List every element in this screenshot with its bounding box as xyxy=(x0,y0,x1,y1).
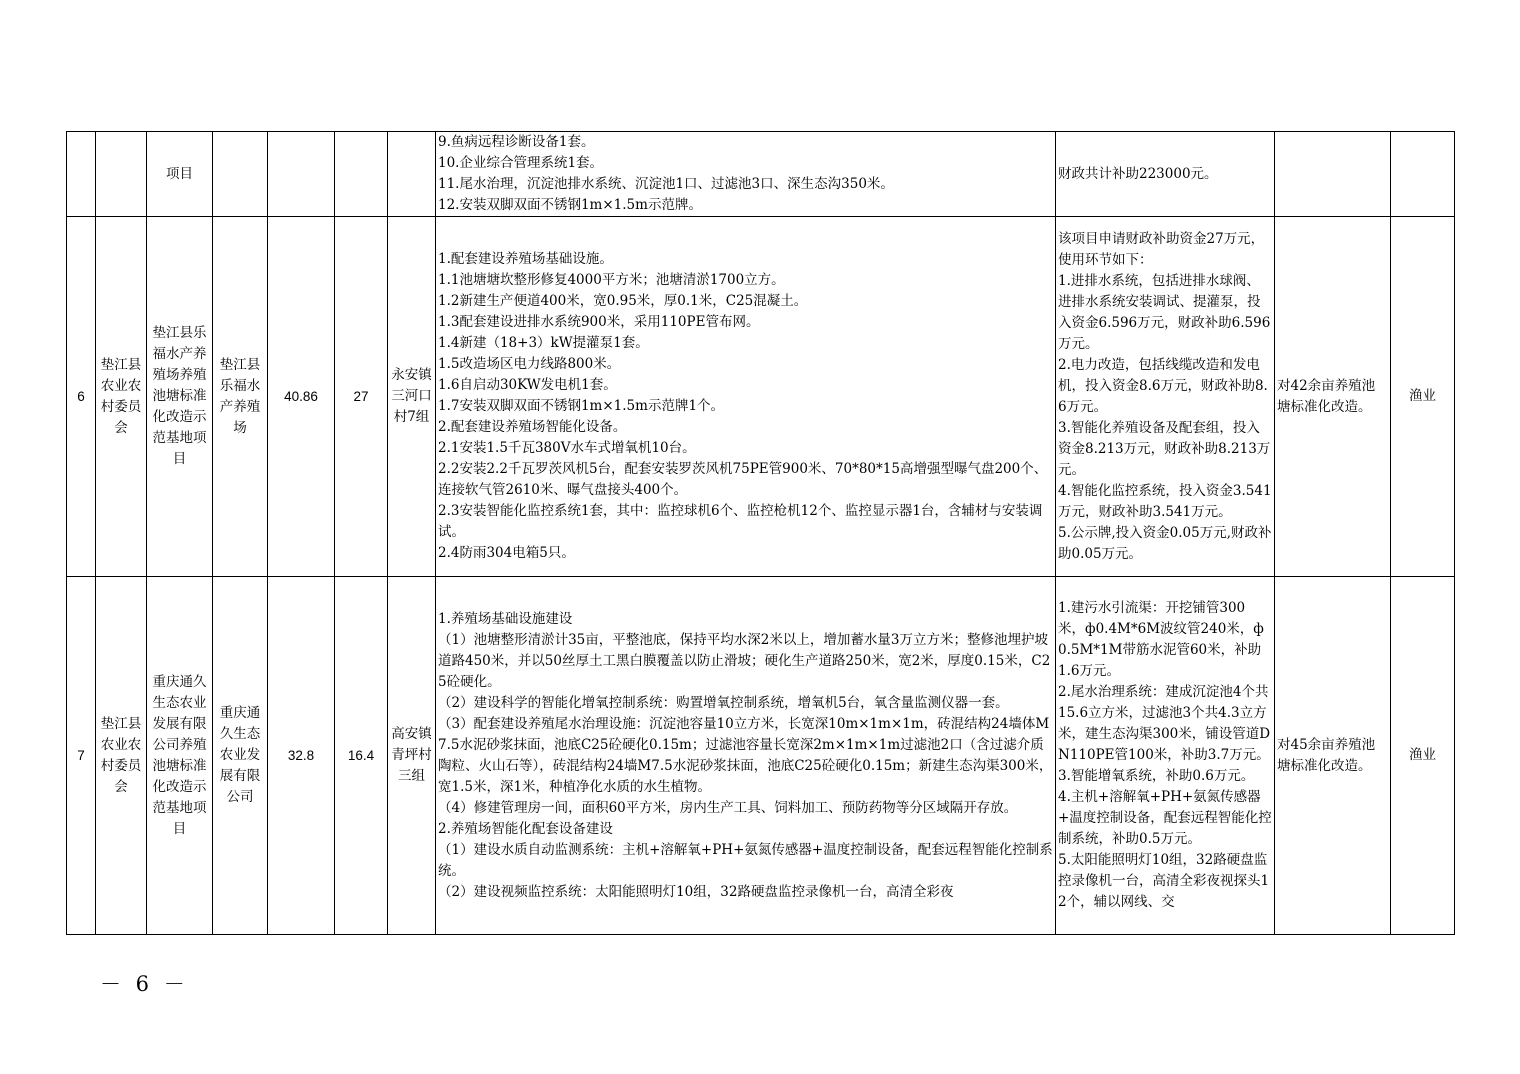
content-line: 1.3配套建设进排水系统900米，采用110PE管布网。 xyxy=(438,314,760,330)
cell-total-investment: 40.86 xyxy=(268,217,335,577)
cell-finance-use xyxy=(1056,132,1275,217)
content-line: 2.养殖场智能化配套设备建设 xyxy=(438,820,613,837)
cell-total-investment xyxy=(268,132,335,217)
content-line: 9.鱼病远程诊断设备1套。 xyxy=(438,134,595,150)
content-line: （3）配套建设养殖尾水治理设施：沉淀池容量10立方米，长宽深10m×1m×1m，砖混结构24墙体M7.5水泥砂浆抹面，池底C25砼硬化0.15m；过滤池容量长宽深2m×1m×1m过滤池2口（含过滤介质陶粒、火山石等），砖混结构24墙M7.5水泥砂浆抹面，池底C25砼硬化0.15m；新建生态沟渠300米，宽1.5米，深1米，种植净化水质的水生植物。 xyxy=(438,715,1053,795)
table-row xyxy=(67,217,1455,577)
cell-applicant: 垫江县农业农村委员会 xyxy=(96,217,147,577)
cell-finance-use xyxy=(1056,217,1275,577)
finance-line: 4.智能化监控系统，投入资金3.541万元，财政补助3.541万元。 xyxy=(1058,482,1272,520)
cell-location: 永安镇三河口村7组 xyxy=(388,217,436,577)
cell-performance-goal xyxy=(1275,132,1391,217)
cell-performance-goal: 对45余亩养殖池塘标准化改造。 xyxy=(1275,577,1391,935)
finance-line: 3.智能化养殖设备及配套组，投入资金8.213万元，财政补助8.213万元。 xyxy=(1058,419,1271,478)
content-line: 1.6自启动30KW发电机1套。 xyxy=(438,377,617,393)
finance-line: 2.尾水治理系统：建成沉淀池4个共15.6立方米，过滤池3个共4.3立方米，建生态沟渠300米，铺设管道DN110PE管100米，补助3.7万元。 xyxy=(1058,684,1271,763)
cell-applicant xyxy=(96,132,147,217)
page-number: － 6 － xyxy=(100,972,189,996)
cell-location xyxy=(388,132,436,217)
finance-line: 财政共计补助223000元。 xyxy=(1058,165,1218,182)
project-table xyxy=(66,131,1455,935)
finance-line: 4.主机+溶解氧+PH+氨氮传感器+温度控制设备，配套远程智能化控制系统，补助0.5万元。 xyxy=(1058,789,1272,847)
cell-no: 7 xyxy=(67,577,96,935)
cell-construction-content xyxy=(436,217,1056,577)
content-line: 1.1池塘塘坎整形修复4000平方米；池塘清淤1700立方。 xyxy=(438,272,785,288)
cell-industry xyxy=(1391,132,1455,217)
finance-line: 1.建污水引流渠：开挖铺管300米，ф0.4M*6M波纹管240米，ф0.5M*1M带筋水泥管60米，补助1.6万元。 xyxy=(1058,600,1264,679)
content-line: （4）修建管理房一间，面积60平方米，房内生产工具、饲料加工、预防药物等分区域隔开存放。 xyxy=(438,799,1018,816)
content-line: 11.尾水治理，沉淀池排水系统、沉淀池1口、过滤池3口、深生态沟350米。 xyxy=(438,176,894,192)
content-line: 10.企业综合管理系统1套。 xyxy=(438,155,604,171)
content-line: 1.7安装双脚双面不锈钢1m×1.5m示范牌1个。 xyxy=(438,398,725,414)
finance-line: 1.进排水系统，包括进排水球阀、进排水系统安装调试、提灌泵，投入资金6.596万元，财政补助6.596万元。 xyxy=(1058,272,1271,352)
content-line: 2.1安装1.5千瓦380V水车式增氧机10台。 xyxy=(438,440,696,456)
cell-subsidy xyxy=(335,132,388,217)
cell-industry: 渔业 xyxy=(1391,217,1455,577)
content-line: 2.4防雨304电箱5只。 xyxy=(438,545,575,561)
cell-construction-content xyxy=(436,132,1056,217)
cell-location: 高安镇青坪村三组 xyxy=(388,577,436,935)
finance-line: 5.公示牌,投入资金0.05万元,财政补助0.05万元。 xyxy=(1058,524,1272,562)
cell-implementer: 重庆通久生态农业发展有限公司 xyxy=(213,577,268,935)
cell-subsidy: 27 xyxy=(335,217,388,577)
cell-no: 6 xyxy=(67,217,96,577)
content-line: 1.5改造场区电力线路800米。 xyxy=(438,356,621,372)
cell-project-name: 垫江县乐福水产养殖场养殖池塘标准化改造示范基地项目 xyxy=(147,217,213,577)
table-row xyxy=(67,577,1455,935)
content-line: （1）建设水质自动监测系统：主机+溶解氧+PH+氨氮传感器+温度控制设备，配套远程智能化控制系统。 xyxy=(438,841,1053,879)
content-line: 2.配套建设养殖场智能化设备。 xyxy=(438,419,627,435)
finance-line: 3.智能增氧系统，补助0.6万元。 xyxy=(1058,768,1255,784)
finance-line: 该项目申请财政补助资金27万元，使用环节如下： xyxy=(1058,230,1265,268)
table-row xyxy=(67,132,1455,217)
content-line: （2）建设视频监控系统：太阳能照明灯10组，32路硬盘监控录像机一台，高清全彩夜 xyxy=(438,883,954,900)
cell-construction-content xyxy=(436,577,1056,935)
cell-applicant: 垫江县农业农村委员会 xyxy=(96,577,147,935)
content-line: 1.4新建（18+3）kW提灌泵1套。 xyxy=(438,335,649,351)
content-line: 1.配套建设养殖场基础设施。 xyxy=(438,251,613,267)
content-line: （1）池塘整形清淤计35亩，平整池底，保持平均水深2米以上，增加蓄水量3万立方米；整修池埋护坡道路450米，并以50丝厚土工黑白膜覆盖以防止滑坡；硬化生产道路250米，宽2米，厚度0.15米，C25砼硬化。 xyxy=(438,631,1051,690)
content-line: （2）建设科学的智能化增氧控制系统：购置增氧控制系统，增氧机5台，氧含量监测仪器一套。 xyxy=(438,694,1009,711)
cell-project-name: 项目 xyxy=(147,132,213,217)
content-line: 2.2安装2.2千瓦罗茨风机5台，配套安装罗茨风机75PE管900米、70*80*15高增强型曝气盘200个、连接软气管2610米、曝气盘接头400个。 xyxy=(438,461,1048,498)
finance-line: 2.电力改造，包括线缆改造和发电机，投入资金8.6万元，财政补助8.6万元。 xyxy=(1058,356,1268,415)
finance-line: 5.太阳能照明灯10组，32路硬盘监控录像机一台，高清全彩夜视探头12个，辅以网线、交 xyxy=(1058,852,1270,910)
content-line: 2.3安装智能化监控系统1套，其中：监控球机6个、监控枪机12个、监控显示器1台，含辅材与安装调试。 xyxy=(438,503,1043,540)
content-line: 1.2新建生产便道400米，宽0.95米，厚0.1米，C25混凝土。 xyxy=(438,293,808,309)
cell-implementer: 垫江县乐福水产养殖场 xyxy=(213,217,268,577)
cell-performance-goal: 对42余亩养殖池塘标准化改造。 xyxy=(1275,217,1391,577)
cell-industry: 渔业 xyxy=(1391,577,1455,935)
content-line: 1.养殖场基础设施建设 xyxy=(438,610,573,627)
cell-total-investment: 32.8 xyxy=(268,577,335,935)
cell-finance-use xyxy=(1056,577,1275,935)
cell-subsidy: 16.4 xyxy=(335,577,388,935)
content-line: 12.安装双脚双面不锈钢1m×1.5m示范牌。 xyxy=(438,197,702,213)
cell-no xyxy=(67,132,96,217)
cell-implementer xyxy=(213,132,268,217)
cell-project-name: 重庆通久生态农业发展有限公司养殖池塘标准化改造示范基地项目 xyxy=(147,577,213,935)
